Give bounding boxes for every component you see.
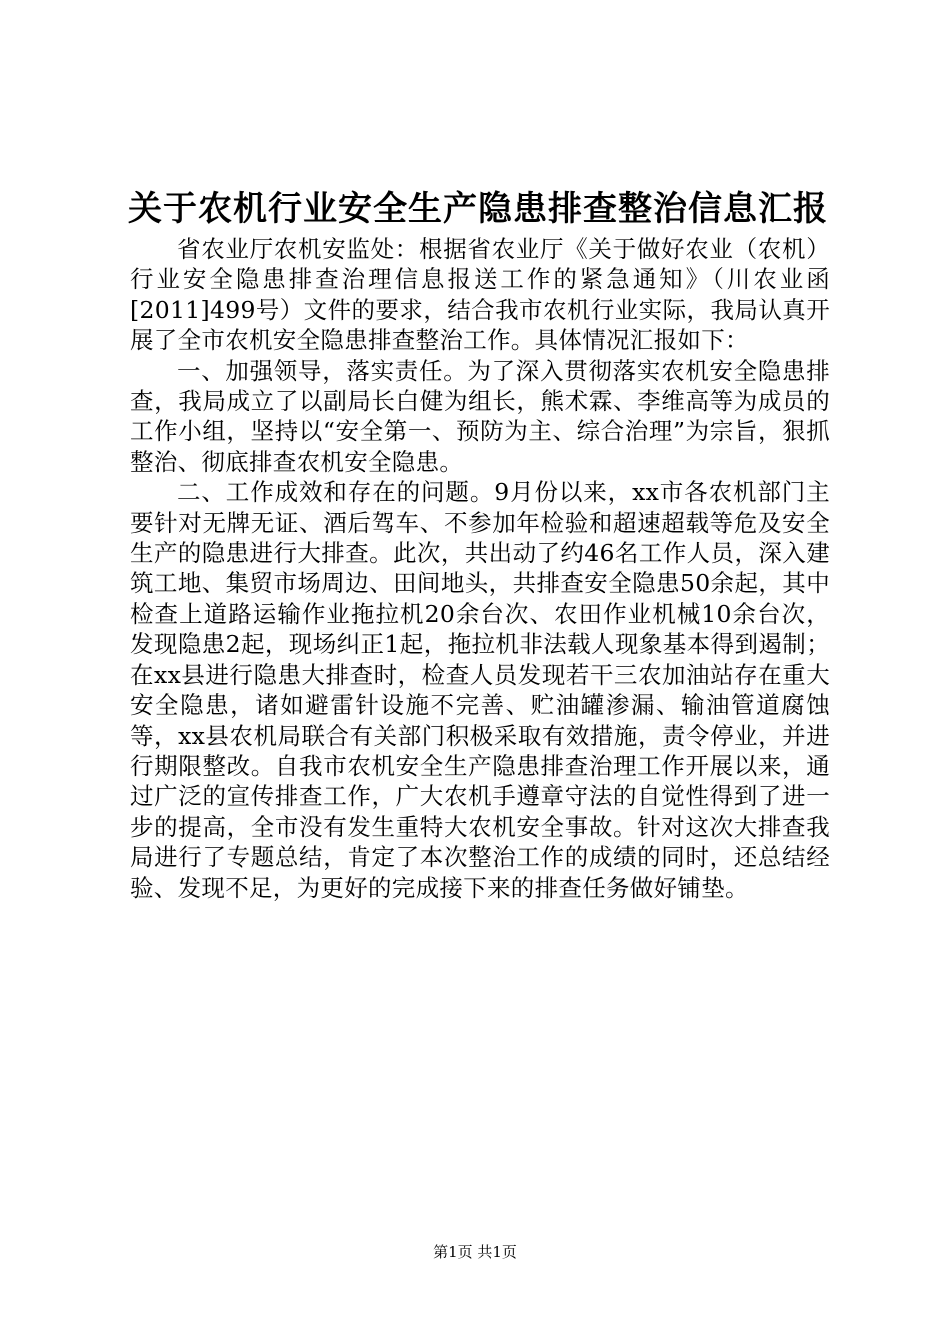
paragraph-leadership: 一、加强领导，落实责任。为了深入贯彻落实农机安全隐患排查，我局成立了以副局长白健为组长，熊术霖、李维高等为成员的工作小组，坚持以“安全第一、预防为主、综合治理”为宗旨，狠抓整治、彻底排查农机安全隐患。: [130, 356, 830, 476]
page-number-footer: 第1页 共1页: [433, 1243, 517, 1261]
paragraph-results: 二、工作成效和存在的问题。9月份以来，xx市各农机部门主要针对无牌无证、酒后驾车、不参加年检验和超速超载等危及安全生产的隐患进行大排查。此次，共出动了约46名工作人员，深入建筑工地、集贸市场周边、田间地头，共排查安全隐患50余起，其中检查上道路运输作业拖拉机20余台次、农田作业机械10余台次，发现隐患2起，现场纠正1起，拖拉机非法载人现象基本得到遏制；在xx县进行隐患大排查时，检查人员发现若干三农加油站存在重大安全隐患，诸如避雷针设施不完善、贮油罐渗漏、输油管道腐蚀等，xx县农机局联合有关部门积极采取有效措施，责令停业，并进行期限整改。自我市农机安全生产隐患排查治理工作开展以来，通过广泛的宣传排查工作，广大农机手遵章守法的自觉性得到了进一步的提高，全市没有发生重特大农机安全事故。针对这次大排查我局进行了专题总结，肯定了本次整治工作的成绩的同时，还总结经验、发现不足，为更好的完成接下来的排查任务做好铺垫。: [130, 478, 830, 902]
paragraph-intro: 省农业厅农机安监处：根据省农业厅《关于做好农业（农机）行业安全隐患排查治理信息报送工作的紧急通知》（川农业函[2011]499号）文件的要求，结合我市农机行业实际，我局认真开展了全市农机安全隐患排查整治工作。具体情况汇报如下：: [130, 235, 830, 355]
document-title: 关于农机行业安全生产隐患排查整治信息汇报: [128, 189, 828, 229]
document-body: [130, 234, 830, 903]
